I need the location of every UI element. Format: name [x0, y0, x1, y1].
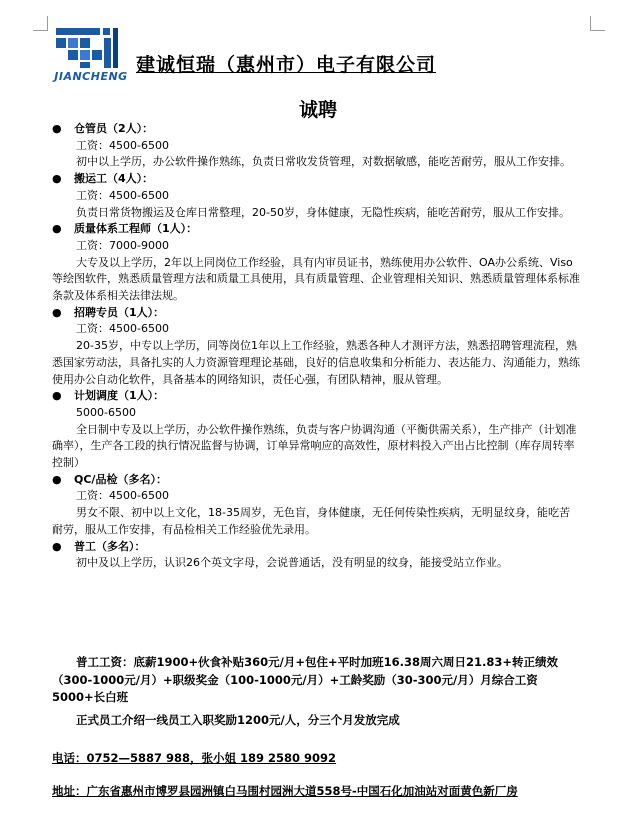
contact-phone: 电话：0752—5887 988，张小姐 189 2580 9092 — [52, 751, 337, 765]
job-listing-quality-engineer — [52, 221, 580, 305]
job-description: 初中及以上学历，认识26个英文字母，会说普通话，没有明显的纹身，能接受站立作业。 — [76, 556, 508, 570]
job-salary: 工资：4500-6500 — [76, 322, 169, 336]
job-title: ● 搬运工（4人）： — [52, 171, 580, 188]
logo-mark-icon — [48, 26, 134, 70]
bullet-icon: ● — [52, 472, 62, 486]
job-salary: 工资：7000-9000 — [76, 238, 169, 252]
job-salary: 5000-6500 — [76, 405, 136, 419]
job-title: ● 招聘专员（1人）： — [52, 305, 580, 322]
bullet-icon: ● — [52, 172, 62, 186]
bullet-icon: ● — [52, 122, 62, 135]
referral-bonus: 正式员工介绍一线员工入职奖励1200元/人，分三个月发放完成 — [76, 712, 400, 727]
pay-summary — [52, 654, 580, 729]
job-listing-warehouse-keeper — [52, 121, 580, 171]
job-title: ● QC/品检（多名）： — [52, 472, 580, 489]
page-title: 诚聘 — [298, 99, 337, 121]
job-description: 男女不限、初中以上文化，18-35周岁，无色盲，身体健康，无任何传染性疾病，无明显纹身，能吃苦耐劳，服从工作安排，有品检相关工作经验优先录用。 — [52, 506, 570, 536]
job-salary: 工资：4500-6500 — [76, 188, 169, 202]
bullet-icon: ● — [52, 389, 62, 403]
company-logo — [48, 26, 134, 84]
job-listing-planner — [52, 388, 580, 472]
job-listing-qc-inspector — [52, 472, 580, 539]
job-description: 初中以上学历，办公软件操作熟练，负责日常收发货管理，对数据敏感，能吃苦耐劳，服从工作安排。 — [76, 155, 571, 169]
job-description: 大专及以上学历，2年以上同岗位工作经验，具有内审员证书，熟练使用办公软件、OA办公系统、Viso等绘图软件，熟悉质量管理方法和质量工具使用，具有质量管理、企业管理相关知识、熟悉质量管理体系标准条款及体系相关法律法规。 — [52, 255, 580, 303]
logo-text: JIANCHENG — [54, 70, 128, 83]
job-listing-general-worker — [52, 539, 580, 572]
job-description: 20-35岁，中专以上学历，同等岗位1年以上工作经验，熟悉各种人才测评方法，熟悉招聘管理流程，熟悉国家劳动法，具备扎实的人力资源管理理论基础，良好的信息收集和分析能力、表达能力、沟通能力，熟练使用办公自动化软件，具备基本的网络知识，责任心强，有团队精神，服从管理。 — [52, 339, 580, 386]
contact-address: 地址：广东省惠州市博罗县园洲镇白马围村园洲大道558号-中国石化加油站对面黄色新厂房 — [52, 784, 518, 798]
job-list — [52, 121, 580, 572]
job-title: ● 计划调度（1人）： — [52, 388, 580, 405]
bullet-icon: ● — [52, 539, 62, 553]
job-listing-recruiter — [52, 305, 580, 389]
job-salary: 工资：4500-6500 — [76, 489, 169, 503]
job-listing-porter — [52, 171, 580, 221]
general-worker-pay: 普工工资：底薪1900+伙食补贴360元/月+包住+平时加班16.38周六周日21.83+转正绩效（300-1000元/月）+职级奖金（100-1000元/月）+工龄奖励（30-300元/月）月综合工资5000+长白班 — [52, 655, 559, 704]
page-corner-mark-right — [590, 16, 605, 31]
bullet-icon: ● — [52, 222, 62, 236]
job-title: ● 仓管员（2人）： — [52, 121, 580, 138]
company-name: 建诚恒瑞（惠州市）电子有限公司 — [136, 54, 437, 76]
job-description: 负责日常货物搬运及仓库日常整理，20-50岁，身体健康，无隐性疾病，能吃苦耐劳，服从工作安排。 — [76, 205, 570, 219]
job-title: ● 普工（多名）： — [52, 539, 580, 556]
job-title: ● 质量体系工程师（1人）： — [52, 221, 580, 238]
job-description: 全日制中专及以上学历，办公软件操作熟练，负责与客户协调沟通（平衡供需关系），生产排产（计划准确率），生产各工段的执行情况监督与协调，订单异常响应的高效性，原材料投入产出占比控制（库存周转率控制） — [52, 422, 577, 470]
page-corner-mark-left — [33, 16, 48, 31]
bullet-icon: ● — [52, 305, 62, 319]
job-salary: 工资：4500-6500 — [76, 138, 169, 152]
